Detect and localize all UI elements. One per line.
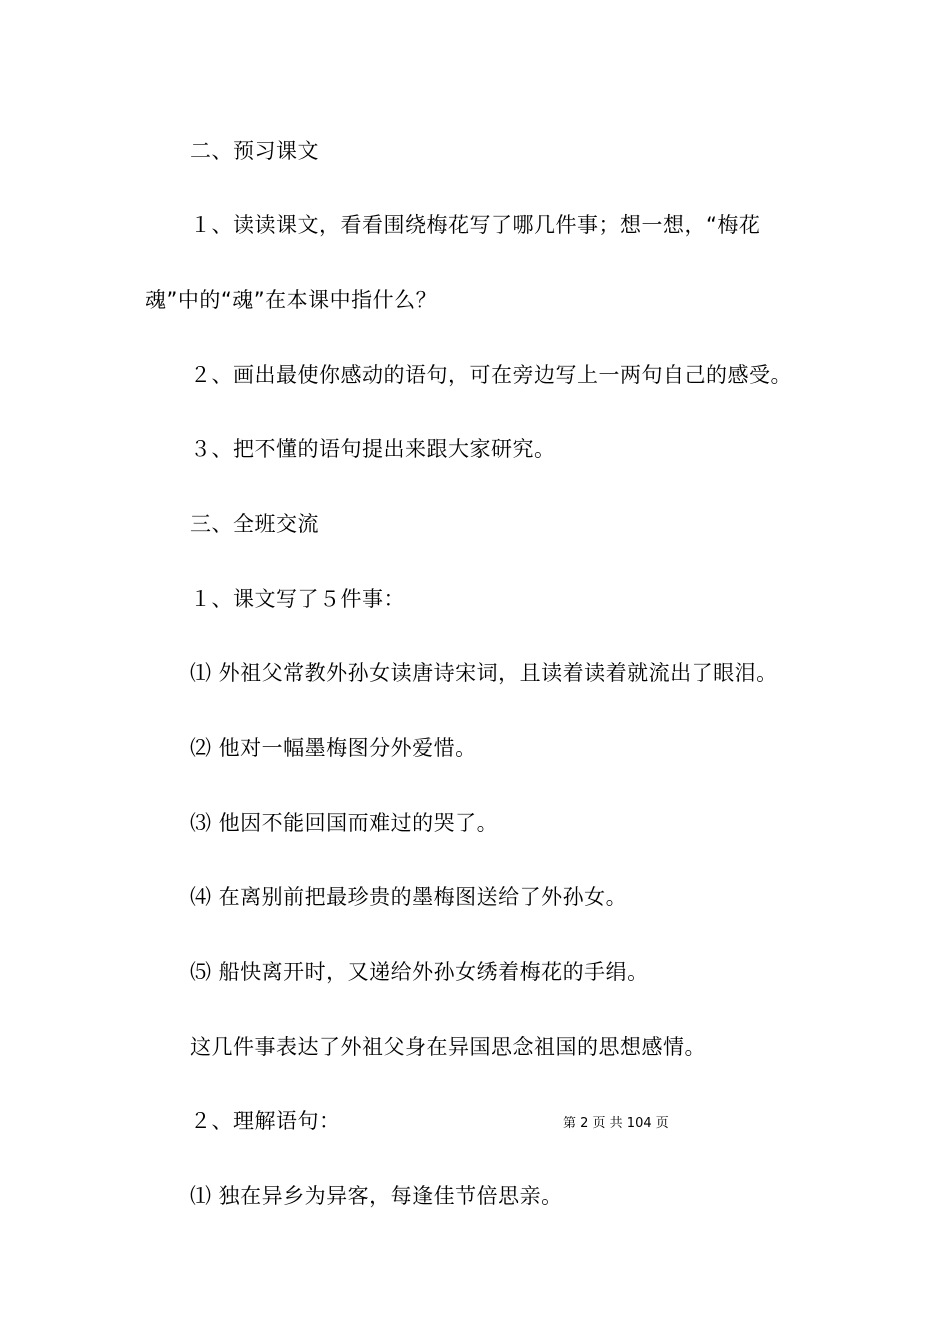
paragraph-3: ３、把不懂的语句提出来跟大家研究。 (190, 437, 556, 461)
sentence-item-1: ⑴ 独在异乡为异客，每逢佳节倍思亲。 (190, 1184, 563, 1208)
heading-preview-text: 二、预习课文 (190, 139, 319, 163)
event-item-2: ⑵ 他对一幅墨梅图分外爱惜。 (190, 736, 477, 760)
event-item-3: ⑶ 他因不能回国而难过的哭了。 (190, 811, 499, 835)
event-item-1: ⑴ 外祖父常教外孙女读唐诗宋词，且读着读着就流出了眼泪。 (190, 661, 778, 685)
paragraph-2: ２、画出最使你感动的语句，可在旁边写上一两句自己的感受。 (190, 363, 792, 387)
discussion-item-2: ２、理解语句： (190, 1109, 341, 1133)
page-number-footer: 第 2 页 共 104 页 (563, 1116, 669, 1131)
heading-class-discussion: 三、全班交流 (190, 512, 319, 536)
discussion-item-1: １、课文写了５件事： (190, 587, 405, 611)
event-item-4: ⑷ 在离别前把最珍贵的墨梅图送给了外孙女。 (190, 885, 628, 909)
summary-paragraph: 这几件事表达了外祖父身在异国思念祖国的思想感情。 (190, 1035, 706, 1059)
event-item-5: ⑸ 船快离开时，又递给外孙女绣着梅花的手绢。 (190, 960, 649, 984)
paragraph-1-line-1: １、读读课文，看看围绕梅花写了哪几件事；想一想，“梅花 (190, 213, 761, 237)
paragraph-1-line-2: 魂”中的“魂”在本课中指什么？ (145, 288, 438, 312)
